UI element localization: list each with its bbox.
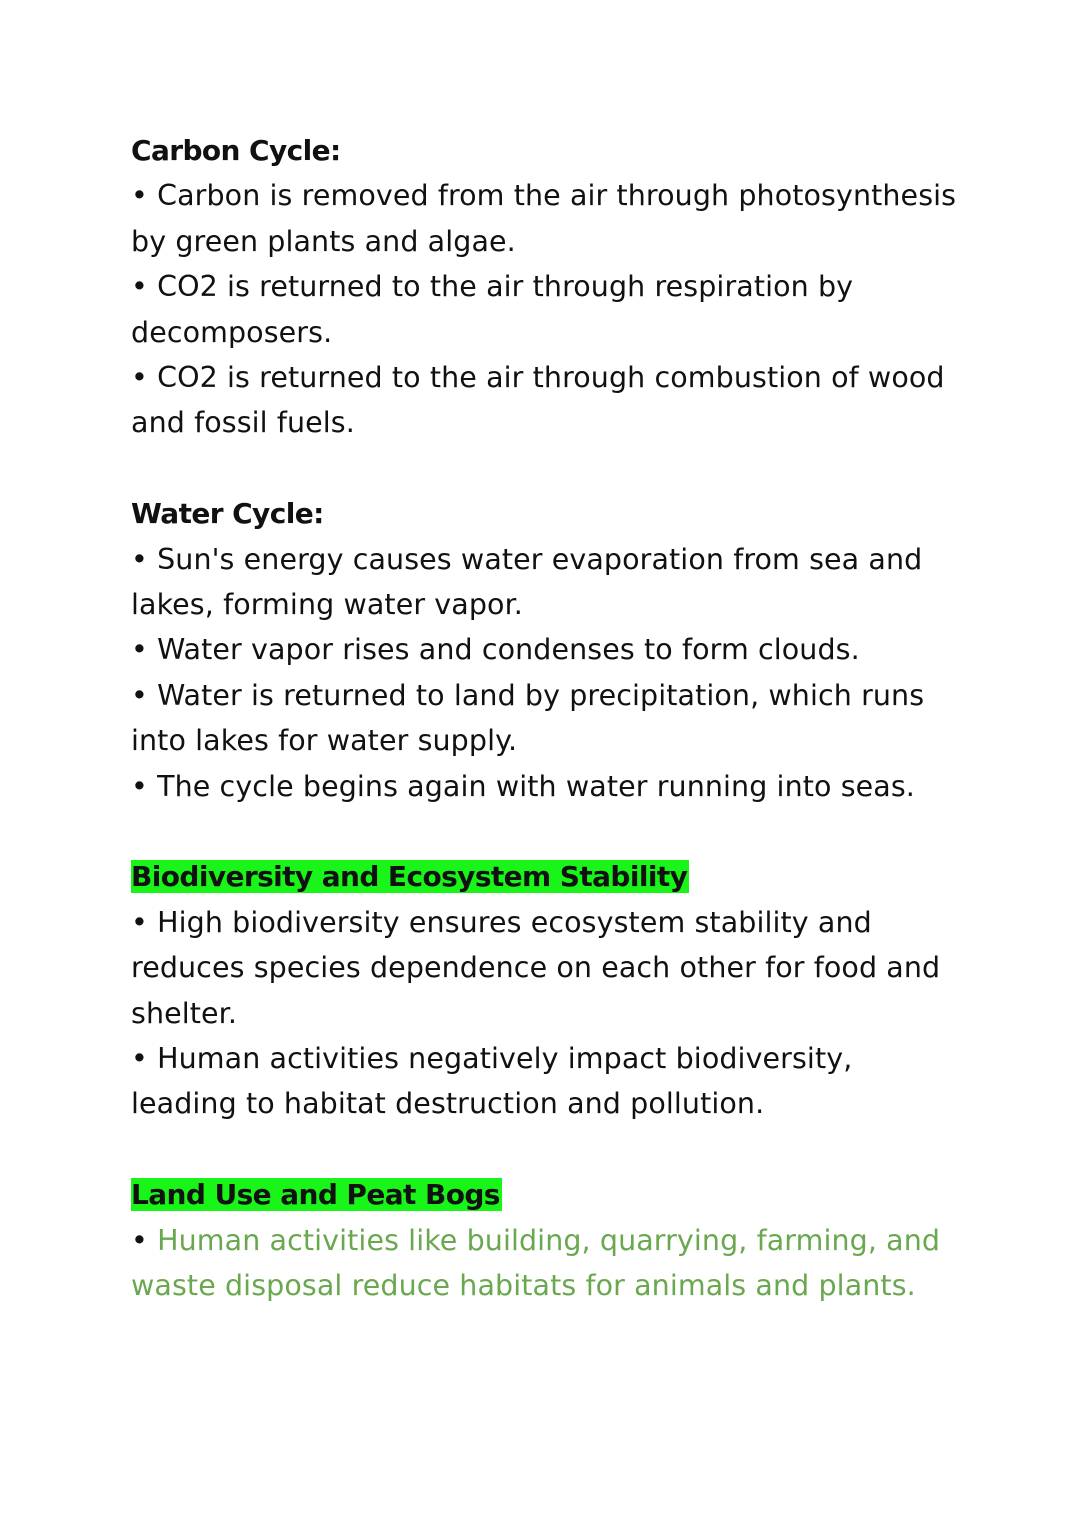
highlighted-heading-text: Biodiversity and Ecosystem Stability — [131, 860, 688, 894]
bullet-text: Carbon is removed from the air through photosynthesis by green plants and algae. — [131, 179, 957, 258]
bullet-item — [131, 673, 961, 764]
bullet-text: Water is returned to land by precipitation, which runs into lakes for water supply. — [131, 678, 925, 758]
heading-text: Water Cycle: — [131, 497, 324, 531]
bullet-item — [131, 173, 961, 264]
bullet-dot: • — [131, 633, 148, 667]
bullet-dot: • — [131, 769, 148, 803]
spacer — [131, 809, 961, 854]
bullet-text-green: Human activities like building, quarrying, farming, and waste disposal reduce habitats for animals and plants. — [131, 1223, 941, 1303]
bullet-text: Water vapor rises and condenses to form clouds. — [157, 633, 860, 667]
section-heading-water-cycle — [131, 491, 961, 536]
bullet-item — [131, 627, 961, 672]
bullet-item — [131, 1036, 961, 1127]
bullet-text: Human activities negatively impact biodiversity, leading to habitat destruction and pollution. — [131, 1042, 853, 1121]
bullet-text: The cycle begins again with water running into seas. — [157, 769, 915, 803]
bullet-dot: • — [131, 1042, 148, 1076]
bullet-text: Sun's energy causes water evaporation from sea and lakes, forming water vapor. — [131, 542, 923, 622]
bullet-dot: • — [131, 678, 148, 712]
section-heading-carbon-cycle — [131, 128, 961, 173]
bullet-item — [131, 764, 961, 809]
bullet-dot: • — [131, 179, 148, 213]
bullet-text: CO2 is returned to the air through combustion of wood and fossil fuels. — [131, 361, 945, 440]
document-page — [131, 128, 961, 1308]
bullet-item — [131, 264, 961, 355]
bullet-text: CO2 is returned to the air through respiration by decomposers. — [131, 270, 854, 349]
bullet-dot: • — [131, 1223, 148, 1257]
bullet-item — [131, 355, 961, 446]
heading-text: Carbon Cycle: — [131, 134, 341, 167]
spacer — [131, 446, 961, 491]
bullet-item — [131, 537, 961, 628]
section-heading-land-use — [131, 1172, 961, 1217]
bullet-item — [131, 1218, 961, 1309]
bullet-dot: • — [131, 361, 148, 395]
bullet-dot: • — [131, 542, 148, 576]
bullet-text: High biodiversity ensures ecosystem stability and reduces species dependence on each other for food and shelter. — [131, 905, 941, 1030]
highlighted-heading-text: Land Use and Peat Bogs — [131, 1178, 500, 1212]
bullet-dot: • — [131, 270, 148, 304]
section-heading-biodiversity — [131, 854, 961, 899]
bullet-item — [131, 900, 961, 1036]
bullet-dot: • — [131, 905, 148, 939]
spacer — [131, 1127, 961, 1172]
